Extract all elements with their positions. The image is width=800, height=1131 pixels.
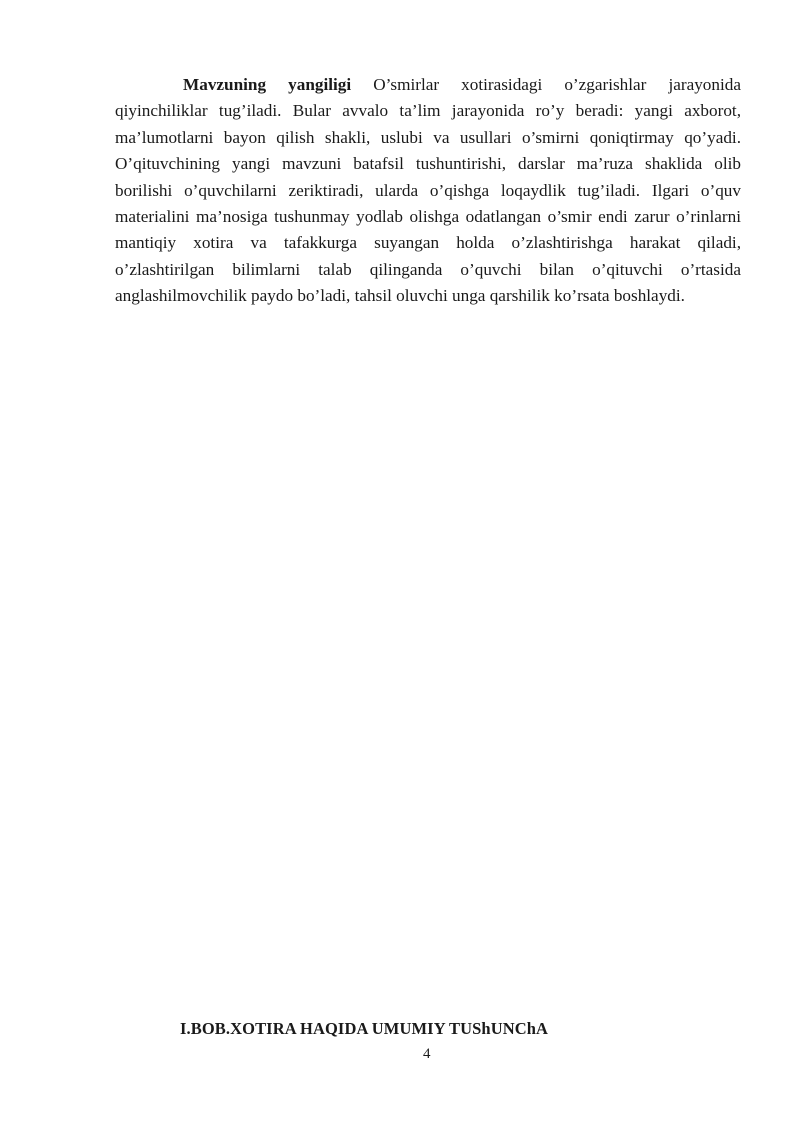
chapter-heading: I.BOB.XOTIRA HAQIDA UMUMIY TUShUNChA [180, 1019, 549, 1038]
page-number: 4 [423, 1046, 431, 1062]
paragraph-lead-title: Mavzuning yangiligi [183, 75, 352, 94]
body-paragraph [115, 72, 741, 310]
paragraph-body-text: O’smirlar xotirasidagi o’zgarishlar jarayonida qiyinchiliklar tug’iladi. Bular avvalo ta’lim jarayonida ro’y beradi: yangi axborot, ma’lumotlarni bayon qilish shakli, uslubi va usullari o’smirni qoniqtirmay qo’yadi. O’qituvchining yangi mavzuni batafsil tushuntirishi, darslar ma’ruza shaklida olib borilishi o’quvchilarni zeriktiradi, ularda o’qishga loqaydlik tug’iladi. Ilgari o’quv materialini ma’nosiga tushunmay yodlab olishga odatlangan o’smir endi zarur o’rinlarni mantiqiy xotira va tafakkurga suyangan holda o’zlashtirishga harakat qiladi, o’zlashtirilgan bilimlarni talab qilinganda o’quvchi bilan o’qituvchi o’rtasida anglashilmovchilik paydo bo’ladi, tahsil oluvchi unga qarshilik ko’rsata boshlaydi. [115, 75, 741, 306]
